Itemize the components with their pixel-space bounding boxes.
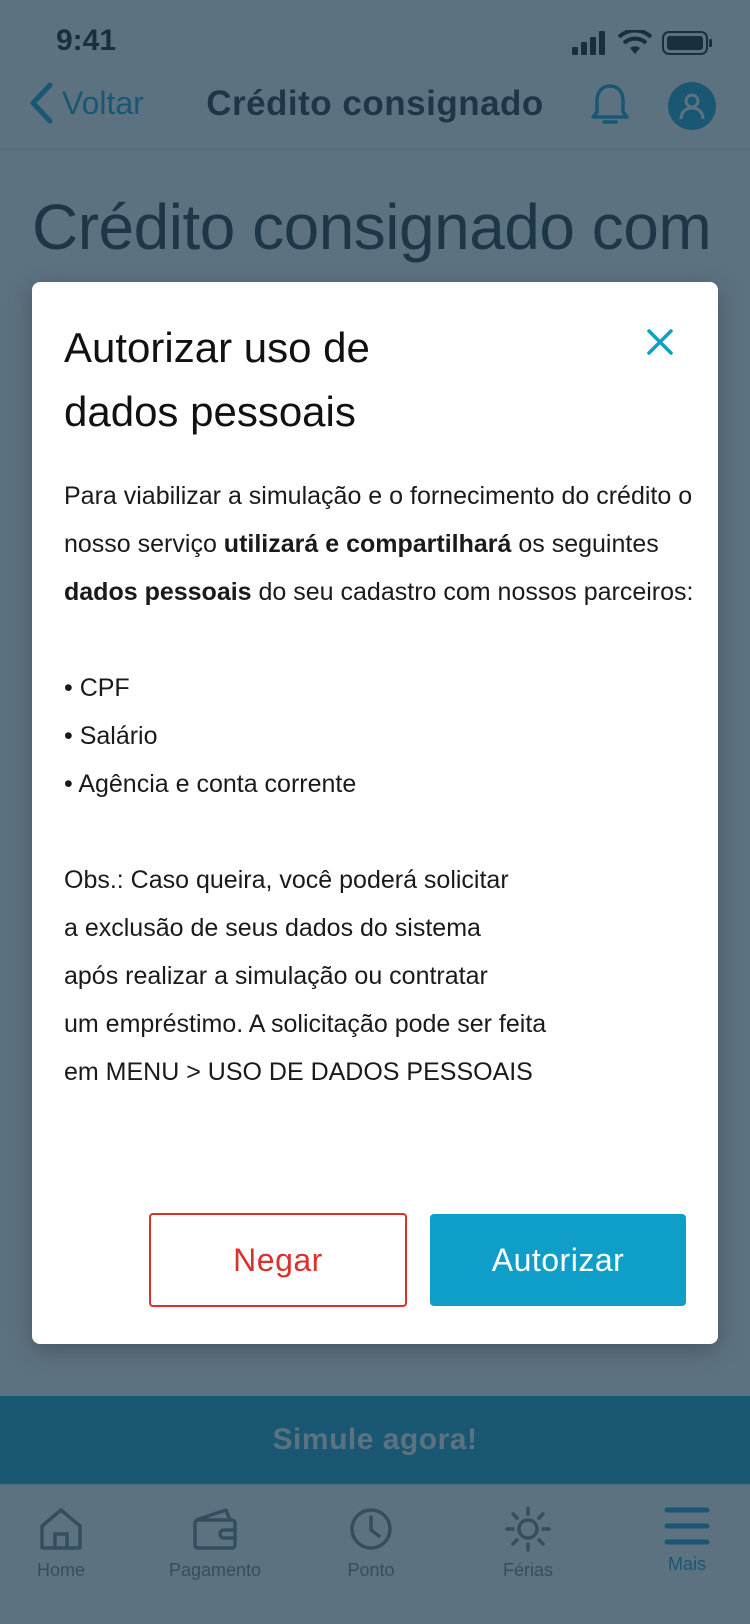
intro-text-3: do seu cadastro com nossos parceiros: [251,578,694,606]
intro-text-1: Para viabilizar a simulação e o fornecimento do crédito o nosso serviço [64,482,693,558]
data-item-conta: • Agência e conta corrente [64,770,357,798]
dialog-title [64,316,584,444]
obs-line-5: em MENU > USO DE DADOS PESSOAIS [64,1058,533,1086]
close-icon [646,328,674,356]
spacer [64,808,694,856]
intro-bold-2: dados pessoais [64,578,252,606]
intro-paragraph [64,472,694,616]
dialog-title-line2: dados pessoais [64,388,356,435]
dialog-title-line1: Autorizar uso de [64,324,370,371]
obs-line-2: a exclusão de seus dados do sistema [64,914,481,942]
deny-button[interactable] [149,1213,407,1307]
consent-dialog [32,282,718,1344]
deny-label: Negar [233,1241,323,1278]
spacer [64,616,694,664]
authorize-label: Autorizar [491,1241,625,1278]
intro-bold-1: utilizará e compartilhará [223,530,512,558]
close-button[interactable] [640,322,680,362]
obs-line-4: um empréstimo. A solicitação pode ser feita [64,1010,547,1038]
data-item-cpf: • CPF [64,674,130,702]
intro-text-2: os seguintes [511,530,659,558]
obs-line-3: após realizar a simulação ou contratar [64,962,488,990]
obs-line-1: Obs.: Caso queira, você poderá solicitar [64,866,509,894]
authorize-button[interactable] [430,1214,686,1306]
data-item-salario: • Salário [64,722,158,750]
dialog-body [64,472,694,1096]
